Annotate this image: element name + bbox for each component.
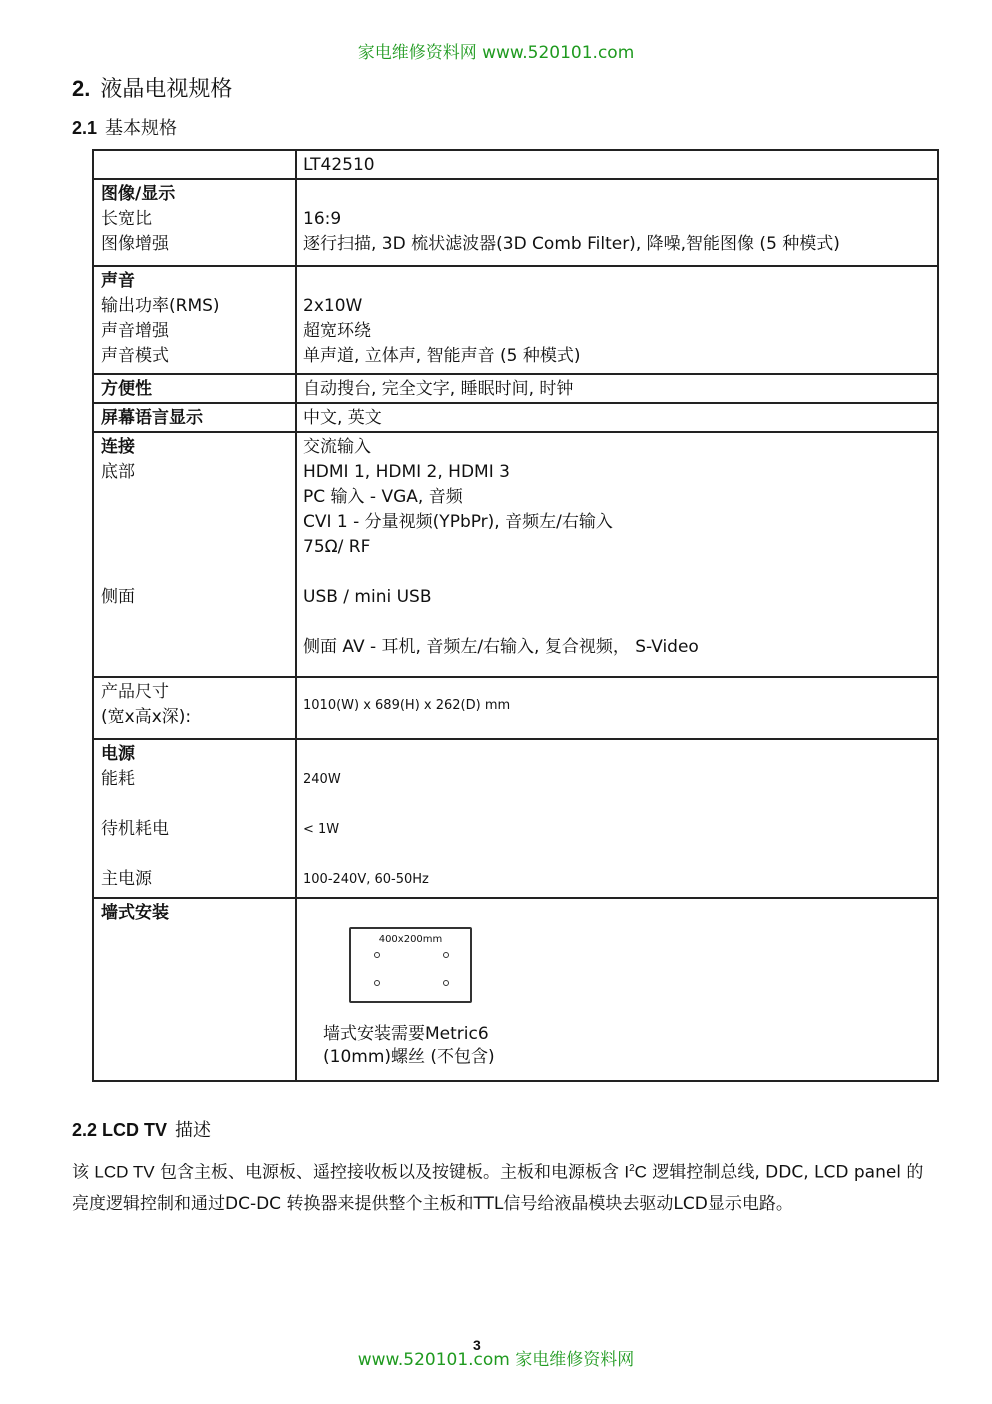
row-dimensions [93,677,938,739]
wall-mount-note-line2: (10mm)螺丝 (不包含) [323,1047,495,1067]
connect-rf: 75Ω/ RF [303,537,371,557]
sound-power-label: 输出功率(RMS) [101,296,220,316]
sound-heading: 声音 [101,271,135,291]
wall-mount-label-cell [93,898,296,1081]
row-osd [93,403,938,432]
power-consumption-value: 240W [303,772,341,787]
dimensions-value: 1010(W) x 689(H) x 262(D) mm [303,698,511,713]
wall-mount-note [323,1023,937,1069]
section-number: 2. [72,76,91,101]
convenience-value-cell [296,374,938,403]
model-label-cell [93,150,296,179]
description-text: I [624,1162,630,1182]
section-text: 液晶电视规格 [100,77,233,102]
mount-hole-icon [443,980,449,986]
description-superscript: 2 [629,1163,635,1174]
connect-value-cell [296,432,938,677]
dimensions-value-cell [296,677,938,739]
spec-table [92,149,939,1082]
picture-enhance-value: 逐行扫描, 3D 梳状滤波器(3D Comb Filter), 降噪,智能图像 (5 种模式) [303,234,840,254]
row-sound [93,266,938,374]
sound-power-value: 2x10W [303,296,363,316]
connect-heading: 连接 [101,437,135,457]
connect-side-label: 侧面 [101,587,135,607]
connect-usb: USB / mini USB [303,587,432,607]
dimensions-label-2: (宽x高x深): [101,707,192,727]
sound-mode-label: 声音模式 [101,346,169,366]
wall-mount-diagram [349,927,472,1003]
convenience-value: 自动搜台, 完全文字, 睡眠时间, 时钟 [303,379,574,399]
convenience-label-cell [93,374,296,403]
sound-value-cell [296,266,938,374]
dimensions-label-1: 产品尺寸 [101,682,169,702]
picture-value-cell [296,179,938,266]
mains-label: 主电源 [101,869,152,889]
connect-hdmi: HDMI 1, HDMI 2, HDMI 3 [303,462,510,482]
subsection-text: 描述 [175,1120,212,1141]
row-wall-mount [93,898,938,1081]
power-label-cell [93,739,296,898]
connect-ac-input: 交流输入 [303,437,371,457]
description-text: C [634,1162,647,1182]
description-text: 该 [72,1162,95,1183]
aspect-label: 长宽比 [101,209,152,229]
connect-cvi: CVI 1 - 分量视频(YPbPr), 音频左/右输入 [303,512,613,532]
subsection-text: 基本规格 [105,118,178,139]
convenience-label: 方便性 [101,379,152,399]
site-header: 家电维修资料网 www.520101.com [357,43,635,63]
osd-label: 屏幕语言显示 [101,408,203,428]
mount-hole-icon [374,980,380,986]
picture-label-cell [93,179,296,266]
power-heading: 电源 [101,744,135,764]
subsection-title-description [72,1116,211,1142]
picture-heading: 图像/显示 [101,184,176,204]
row-connect [93,432,938,677]
standby-value: < 1W [303,822,340,837]
osd-value-cell [296,403,938,432]
mount-hole-icon [443,952,449,958]
wall-mount-note-line1: 墙式安装需要Metric6 [323,1024,489,1044]
site-footer: www.520101.com 家电维修资料网 [357,1350,635,1370]
sound-mode-value: 单声道, 立体声, 智能声音 (5 种模式) [303,346,581,366]
wall-mount-value-cell [296,898,938,1081]
subsection-title-basic-spec [72,114,177,140]
row-convenience [93,374,938,403]
osd-value: 中文, 英文 [303,408,382,428]
connect-side-av: 侧面 AV - 耳机, 音频左/右输入, 复合视频， S-Video [303,637,699,657]
row-model [93,150,938,179]
description-paragraph [72,1153,932,1220]
connect-pc: PC 输入 - VGA, 音频 [303,487,463,507]
model-cell [296,150,938,179]
osd-label-cell [93,403,296,432]
aspect-value: 16:9 [303,209,342,229]
power-value-cell [296,739,938,898]
wall-mount-diagram-label: 400x200mm [378,934,443,945]
section-title [72,72,232,103]
row-power [93,739,938,898]
description-text: 逻辑控制总线, DDC, LCD panel 的亮度逻辑控制和通过DC-DC 转换器来提供整个主板和TTL信号给液晶模块去驱动LCD显示电路。 [72,1162,924,1214]
description-text: 包含主板、电源板、遥控接收板以及按键板。主板和电源板含 [154,1162,625,1183]
description-text: LCD TV [94,1162,155,1182]
standby-label: 待机耗电 [101,819,169,839]
connect-bottom-label: 底部 [101,462,135,482]
wall-mount-label: 墙式安装 [101,903,169,923]
mains-value: 100-240V, 60-50Hz [303,872,429,887]
connect-label-cell [93,432,296,677]
power-consumption-label: 能耗 [101,769,135,789]
subsection-number: 2.2 LCD TV [72,1120,168,1140]
page-number: 3 [473,1337,481,1353]
sound-enhance-label: 声音增强 [101,321,169,341]
sound-enhance-value: 超宽环绕 [303,321,371,341]
subsection-number: 2.1 [72,118,98,138]
row-picture [93,179,938,266]
sound-label-cell [93,266,296,374]
mount-hole-icon [374,952,380,958]
picture-enhance-label: 图像增强 [101,234,169,254]
model-value: LT42510 [303,155,375,175]
dimensions-label-cell [93,677,296,739]
